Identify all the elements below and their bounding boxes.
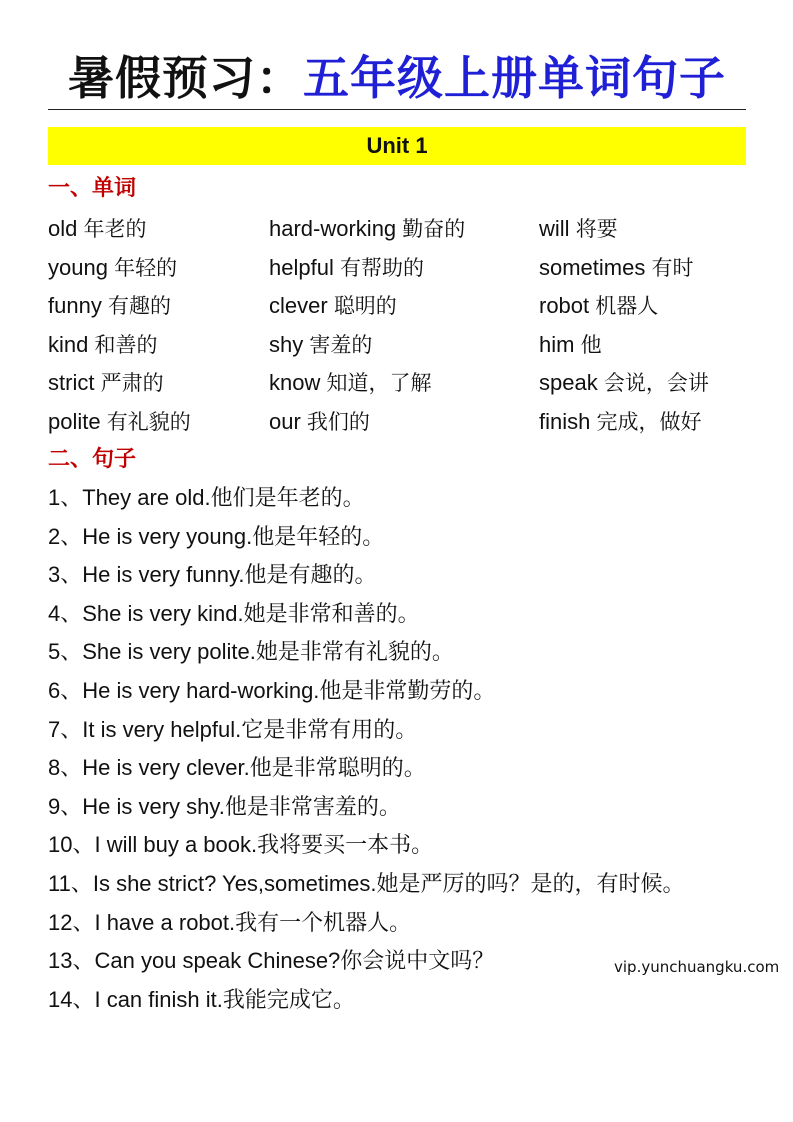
vocab-english: shy bbox=[269, 331, 304, 357]
vocab-english: will bbox=[539, 216, 570, 241]
vocab-entry bbox=[48, 289, 171, 323]
vocab-entry bbox=[269, 251, 424, 285]
vocabulary-heading: 一、单词 bbox=[48, 176, 137, 201]
sentence-item: 14、I can finish it.我能完成它。 bbox=[48, 986, 355, 1012]
vocab-row bbox=[48, 212, 748, 246]
sentence-item: 6、He is very hard-working.他是非常勤劳的。 bbox=[48, 677, 496, 703]
vocab-english: our bbox=[269, 409, 301, 434]
vocab-entry bbox=[539, 328, 602, 362]
page-title-highlight: 五年级上册单词句子 bbox=[303, 51, 726, 105]
page-title bbox=[48, 48, 746, 108]
unit-label: Unit 1 bbox=[366, 133, 428, 158]
sentence-item: 5、She is very polite.她是非常有礼貌的。 bbox=[48, 639, 454, 665]
sentence-item: 13、Can you speak Chinese?你会说中文吗？ bbox=[48, 948, 495, 974]
vocab-chinese: 勤奋的 bbox=[402, 217, 466, 241]
vocab-chinese: 年老的 bbox=[83, 217, 147, 241]
vocab-entry bbox=[269, 289, 397, 323]
vocab-english: sometimes bbox=[539, 254, 646, 280]
vocab-chinese: 有时 bbox=[651, 255, 694, 280]
vocab-english: know bbox=[269, 370, 321, 396]
vocab-entry bbox=[269, 366, 431, 400]
vocab-entry bbox=[539, 289, 658, 323]
sentence-item: 2、He is very young.他是年轻的。 bbox=[48, 523, 385, 549]
vocab-chinese: 害羞的 bbox=[309, 332, 373, 357]
watermark: vip.yunchuangku.com bbox=[614, 958, 780, 976]
vocab-row bbox=[48, 405, 748, 439]
vocab-row bbox=[48, 251, 748, 285]
vocab-english: him bbox=[539, 331, 575, 357]
sentences-heading: 二、句子 bbox=[48, 447, 137, 472]
sentence-item: 1、They are old.他们是年老的。 bbox=[48, 485, 365, 510]
sentence-list bbox=[48, 479, 738, 1019]
vocab-entry bbox=[269, 405, 370, 439]
sentence-item: 4、She is very kind.她是非常和善的。 bbox=[48, 600, 420, 626]
vocab-row bbox=[48, 289, 748, 323]
vocab-english: speak bbox=[539, 370, 598, 396]
sentence-item: 3、He is very funny.他是有趣的。 bbox=[48, 562, 377, 588]
sentence-item: 11、Is she strict? Yes,sometimes.她是严厉的吗？是的，有时候。 bbox=[48, 870, 685, 896]
page-title-prefix: 暑假预习： bbox=[68, 51, 303, 105]
vocab-chinese: 和善的 bbox=[94, 332, 158, 357]
vocab-english: polite bbox=[48, 409, 101, 434]
vocab-entry bbox=[48, 405, 191, 439]
vocab-entry bbox=[539, 366, 709, 400]
vocab-english: young bbox=[48, 254, 108, 280]
sentence-item: 8、He is very clever.他是非常聪明的。 bbox=[48, 755, 426, 781]
vocab-english: old bbox=[48, 216, 78, 241]
vocab-english: kind bbox=[48, 331, 89, 357]
vocab-chinese: 我们的 bbox=[306, 410, 370, 434]
vocab-entry bbox=[48, 328, 157, 362]
vocab-chinese: 有礼貌的 bbox=[106, 410, 191, 434]
vocab-english: hard-working bbox=[269, 216, 397, 241]
vocab-english: clever bbox=[269, 293, 328, 319]
sentence-item: 9、He is very shy.他是非常害羞的。 bbox=[48, 793, 401, 819]
vocab-entry bbox=[539, 251, 693, 285]
sentence-item: 10、I will buy a book.我将要买一本书。 bbox=[48, 832, 434, 858]
unit-banner bbox=[48, 127, 746, 165]
vocab-english: helpful bbox=[269, 254, 334, 280]
vocab-english: finish bbox=[539, 409, 591, 434]
vocab-english: strict bbox=[48, 370, 95, 396]
vocab-chinese: 严肃的 bbox=[100, 371, 164, 396]
vocab-chinese: 他 bbox=[580, 332, 602, 357]
vocab-entry bbox=[269, 212, 465, 246]
vocab-chinese: 机器人 bbox=[595, 294, 659, 319]
vocab-entry bbox=[269, 328, 372, 362]
vocab-entry bbox=[539, 212, 618, 246]
sentence-item: 12、I have a robot.我有一个机器人。 bbox=[48, 909, 412, 935]
vocab-entry bbox=[48, 212, 146, 246]
vocab-chinese: 年轻的 bbox=[114, 255, 178, 280]
vocab-chinese: 有趣的 bbox=[107, 294, 171, 319]
vocab-chinese: 知道，了解 bbox=[326, 371, 432, 396]
vocab-chinese: 将要 bbox=[575, 217, 618, 241]
vocab-row bbox=[48, 328, 748, 362]
vocab-entry bbox=[539, 405, 701, 439]
vocab-english: funny bbox=[48, 293, 102, 319]
title-divider bbox=[48, 109, 746, 110]
vocab-chinese: 完成，做好 bbox=[596, 410, 702, 434]
vocab-chinese: 会说，会讲 bbox=[603, 371, 709, 396]
vocab-chinese: 有帮助的 bbox=[339, 255, 424, 280]
sentence-item: 7、It is very helpful.它是非常有用的。 bbox=[48, 716, 418, 742]
vocab-entry bbox=[48, 366, 164, 400]
vocab-chinese: 聪明的 bbox=[333, 294, 397, 319]
vocab-entry bbox=[48, 251, 177, 285]
vocab-english: robot bbox=[539, 293, 590, 319]
vocab-row bbox=[48, 366, 748, 400]
